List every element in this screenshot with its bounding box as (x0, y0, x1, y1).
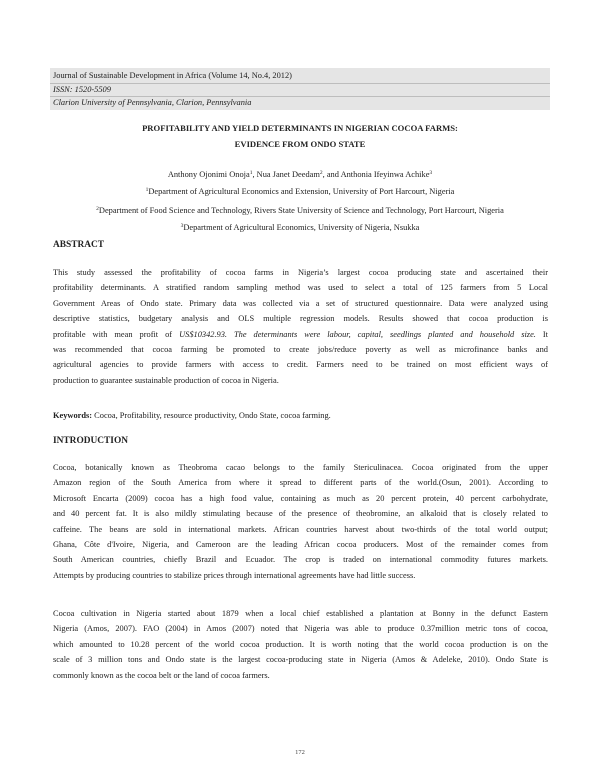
abstract-body (53, 265, 548, 388)
introduction-heading: INTRODUCTION (53, 436, 129, 446)
journal-issn: ISSN: 1520-5509 (50, 83, 550, 97)
abstract-line: descriptive statistics, budgetary analysis and OLS multiple regression models. Results showed that cocoa production is (53, 314, 548, 324)
affiliation-2-text: Department of Food Science and Technology, Rivers State University of Science and Technology, Port Harcourt, Nigeria (98, 206, 504, 215)
paper-title-line-2: EVIDENCE FROM ONDO STATE (234, 139, 366, 149)
author-1: Anthony Ojonimi Onoja (167, 170, 250, 179)
keywords (53, 411, 331, 420)
affiliation-2-sup: 2 (96, 206, 99, 212)
intro-line: which amounted to 10.28 percent of the world cocoa production. It is worth noting that the world cocoa production is on the (53, 639, 548, 649)
introduction-paragraph-2 (53, 606, 548, 683)
affiliation-3-sup: 3 (180, 223, 184, 229)
abstract-line: agricultural agencies to provide farmers with access to credit. Farmers need to be trained on most efficient ways of (53, 360, 548, 370)
author-1-sup: 1 (249, 170, 253, 176)
abstract-line: production to guarantee sustainable production of cocoa in Nigeria. (53, 375, 279, 385)
abstract-line: Government Areas of Ondo state. Primary data was collected via a set of structured questionnaire. Data were analyzed using (53, 298, 548, 308)
abstract-line-5-post: It (535, 329, 548, 339)
journal-header (50, 68, 550, 110)
author-3: , and Anthonia Ifeyinwa Achike (322, 170, 430, 179)
introduction-paragraph-1 (53, 460, 548, 583)
intro-line: South American countries, chiefly Brazil and Ecuador. The crop is traded on international commodity futures markets. (53, 555, 548, 565)
intro-line: Nigeria (Amos, 2007). FAO (2004) in Amos (2007) noted that Nigeria was able to produce 0.37million metric tons of cocoa, (53, 624, 548, 634)
intro-line: Attempts by producing countries to stabilize prices through international agreements have had little success. (53, 570, 416, 580)
abstract-line-5-pre: profitable with mean profit of (53, 329, 180, 339)
journal-publisher: Clarion University of Pennsylvania, Clarion, Pennsylvania (50, 96, 550, 110)
abstract-heading: ABSTRACT (53, 240, 105, 250)
intro-line: Amazon region of the South America from where it spread to different parts of the world.(Osun, 2001). According to (53, 478, 548, 488)
abstract-line: profitability determinants. A stratified random sampling method was used to select a total of 125 farmers from 5 Local (53, 283, 548, 293)
abstract-line: was recommended that cocoa farming be promoted to create jobs/reduce poverty as well as microfinance banks and (53, 345, 548, 355)
keywords-label: Keywords: (53, 411, 93, 420)
intro-line: Cocoa, botanically known as Theobroma cacao belongs to the family Stericulinacea. Cocoa originated from the upper (53, 463, 548, 472)
affiliation-1-text: Department of Agricultural Economics and Extension, University of Port Harcourt, Nigeria (148, 187, 455, 196)
intro-line: Cocoa cultivation in Nigeria started about 1879 when a local chief established a plantation at Bonny in the defunct Eastern (53, 609, 548, 618)
affiliation-2 (40, 205, 560, 217)
keywords-text: Cocoa, Profitability, resource productivity, Ondo State, cocoa farming. (92, 411, 331, 420)
author-list (40, 169, 560, 181)
intro-line: and 40 percent fat. It is also mildly stimulating because of the presence of theobromine, an alkaloid that is closely related to (53, 509, 548, 519)
affiliation-3 (40, 222, 560, 234)
affiliation-3-text: Department of Agricultural Economics, University of Nigeria, Nsukka (183, 223, 420, 232)
author-2: , Nua Janet Deedam (252, 170, 320, 179)
author-2-sup: 2 (319, 170, 323, 176)
intro-line: commonly known as the cocoa belt or the land of cocoa farmers. (53, 670, 270, 680)
author-3-sup: 3 (429, 170, 433, 176)
intro-line: Ghana, Côte d'Ivoire, Nigeria, and Cameroon are the leading African cocoa producers. Most of the remainder comes from (53, 540, 548, 550)
journal-name: Journal of Sustainable Development in Africa (Volume 14, No.4, 2012) (53, 71, 292, 80)
abstract-line-profit (53, 327, 548, 342)
paper-title-line-1: PROFITABILITY AND YIELD DETERMINANTS IN NIGERIAN COCOA FARMS: (142, 123, 458, 133)
intro-line: Microsoft Encarta (2009) cocoa has a high food value, containing as much as 20 percent protein, 40 percent carbohydrate, (53, 493, 548, 503)
abstract-line-5-italic: US$10342.93. The determinants were labour, capital, seedlings planted and household size. (179, 329, 536, 339)
abstract-line: This study assessed the profitability of cocoa farms in Nigeria’s largest cocoa producing state and ascertained their (53, 268, 548, 277)
intro-line: scale of 3 million tons and Ondo state is the largest cocoa-producing state in Nigeria (Amos & Adeleke, 2010). Ondo State is (53, 655, 548, 665)
affiliation-1-sup: 1 (145, 187, 149, 193)
intro-line: caffeine. The beans are sold in international markets. African countries harvest about two-thirds of the total world output; (53, 524, 548, 534)
page-number: 172 (295, 749, 305, 756)
affiliation-1 (40, 186, 560, 198)
